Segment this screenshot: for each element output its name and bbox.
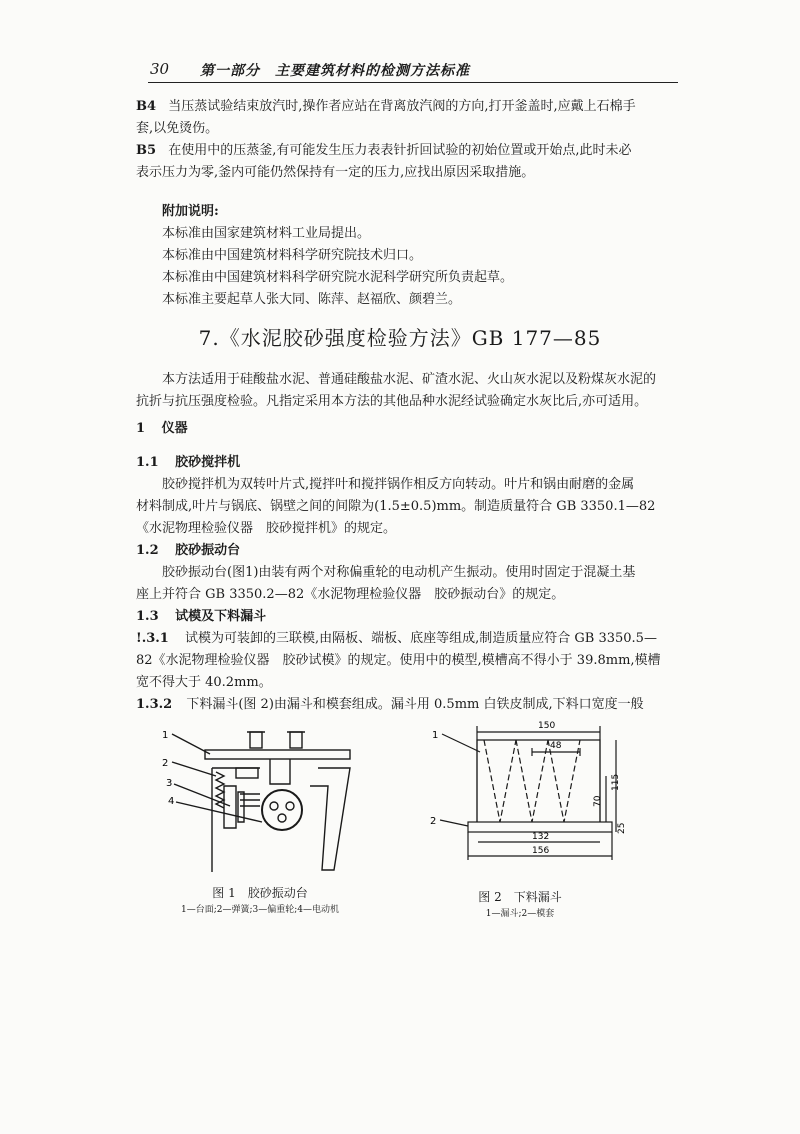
table-top <box>205 750 350 759</box>
s1-3-2-num: 1.3.2 <box>136 697 173 712</box>
s1-1-line-1: 胶砂搅拌机为双转叶片式,搅拌叶和搅拌锅作相反方向转动。叶片和锅由耐磨的金属 <box>162 477 635 492</box>
figure-1-vibrating-table <box>150 722 370 882</box>
b5-label: B5 <box>136 143 157 158</box>
dim-150: 150 <box>538 721 556 731</box>
b5-text: 在使用中的压蒸釜,有可能发生压力表表针折回试验的初始位置或开始点,此时未必 <box>168 143 632 158</box>
b4-label: B4 <box>136 99 157 114</box>
fig2-label: 2 <box>430 816 437 827</box>
s1-1-line-2: 材料制成,叶片与锅底、锅壁之间的间隙为(1.5±0.5)mm。制造质量符合 GB 3350.1—82 <box>136 499 656 514</box>
s1-3-1-num: !.3.1 <box>136 631 169 646</box>
heading-1-3 <box>136 606 266 628</box>
notes-line: 本标准主要起草人张大同、陈萍、赵福欣、颜碧兰。 <box>162 292 462 307</box>
heading-1-3-title: 试模及下料漏斗 <box>175 609 267 624</box>
intro-line-2: 抗折与抗压强度检验。凡指定采用本方法的其他品种水泥经试验确定水灰比后,亦可适用。 <box>136 394 648 409</box>
b4-text: 当压蒸试验结束放汽时,操作者应站在背离放汽阀的方向,打开釜盖时,应戴上石棉手 <box>168 99 636 114</box>
dim-25: 25 <box>617 822 627 834</box>
figure-2-caption: 图 2 下料漏斗 <box>478 890 562 904</box>
header-rule <box>148 82 678 83</box>
b5-line-2: 表示压力为零,釜内可能仍然保持有一定的压力,应找出原因采取措施。 <box>136 165 535 180</box>
s1-3-1-line-2: 82《水泥物理检验仪器 胶砂试模》的规定。使用中的模型,模槽高不得小于 39.8mm,模槽 <box>136 653 661 668</box>
dim-156: 156 <box>532 846 550 856</box>
bracket <box>270 759 290 784</box>
notes-heading: 附加说明: <box>162 204 219 219</box>
heading-1-1-num: 1.1 <box>136 455 159 470</box>
clamp-right <box>290 732 302 748</box>
s1-2-line-1: 胶砂振动台(图1)由装有两个对称偏重轮的电动机产生振动。使用时固定于混凝土基 <box>162 565 636 580</box>
base-right-leg <box>310 768 350 870</box>
heading-1-2-title: 胶砂振动台 <box>175 543 241 558</box>
fig1-label: 3 <box>166 778 173 789</box>
heading-1-2 <box>136 540 240 562</box>
b4-line-2: 套,以免烫伤。 <box>136 121 219 136</box>
heading-1-1-title: 胶砂搅拌机 <box>175 455 241 470</box>
fig1-label: 4 <box>168 796 175 807</box>
notes-line: 本标准由中国建筑材料科学研究院水泥科学研究所负责起草。 <box>162 270 514 285</box>
eccentric-wheel <box>262 790 302 830</box>
s1-3-2-text: 下料漏斗(图 2)由漏斗和模套组成。漏斗用 0.5mm 白铁皮制成,下料口宽度一般 <box>186 697 644 712</box>
s1-3-1-line-3: 宽不得大于 40.2mm。 <box>136 675 272 690</box>
notes-line: 本标准由国家建筑材料工业局提出。 <box>162 226 371 241</box>
dim-48: 48 <box>550 741 562 751</box>
clamp-left <box>250 732 262 748</box>
fig1-label: 1 <box>162 730 169 741</box>
s1-2-line-2: 座上并符合 GB 3350.2—82《水泥物理检验仪器 胶砂振动台》的规定。 <box>136 587 565 602</box>
dim-115: 115 <box>611 773 621 791</box>
sleeve <box>468 822 612 832</box>
b5-line-1 <box>136 140 631 162</box>
heading-1-1 <box>136 452 240 474</box>
b4-line-1 <box>136 96 636 118</box>
figure-2-legend: 1—漏斗;2—模套 <box>485 909 555 919</box>
heading-1-3-num: 1.3 <box>136 609 159 624</box>
page-number: 30 <box>150 60 170 78</box>
heading-1-2-num: 1.2 <box>136 543 159 558</box>
running-header <box>148 58 678 84</box>
figure-1-legend: 1—台面;2—弹簧;3—偏重轮;4—电动机 <box>180 905 339 915</box>
intro-line-1: 本方法适用于硅酸盐水泥、普通硅酸盐水泥、矿渣水泥、火山灰水泥以及粉煤灰水泥的 <box>162 372 657 387</box>
heading-1-num: 1 <box>136 421 146 436</box>
figure-2-feeding-funnel <box>420 712 640 872</box>
dim-132: 132 <box>532 832 550 842</box>
section-title: 7.《水泥胶砂强度检验方法》GB 177—85 <box>198 326 602 350</box>
fig1-label: 2 <box>162 758 169 769</box>
heading-1 <box>136 418 188 440</box>
s1-3-1-text: 试模为可装卸的三联模,由隔板、端板、底座等组成,制造质量应符合 GB 3350.5— <box>185 631 657 646</box>
dim-70: 70 <box>593 795 603 807</box>
notes-line: 本标准由中国建筑材料科学研究院技术归口。 <box>162 248 423 263</box>
header-title: 第一部分 主要建筑材料的检测方法标准 <box>200 63 470 79</box>
s1-1-line-3: 《水泥物理检验仪器 胶砂搅拌机》的规定。 <box>136 521 397 536</box>
figure-1-caption: 图 1 胶砂振动台 <box>212 886 308 900</box>
motor-body <box>224 786 236 828</box>
s1-3-1-line-1 <box>136 628 657 650</box>
heading-1-title: 仪器 <box>161 421 188 436</box>
fig2-label: 1 <box>432 730 439 741</box>
